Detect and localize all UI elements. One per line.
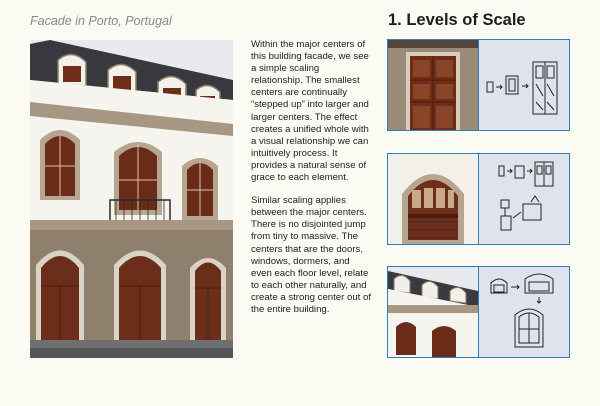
paragraph-2: Similar scaling applies between the major centers. There is no disjointed jump from tiny to massive. The centers that are the doors, windows, dormers, and even each floor level, relate to each other naturally, and create a strong center out of the entire building. xyxy=(251,195,371,315)
door-scaling-sketch xyxy=(478,40,569,130)
scale-panel-door xyxy=(387,39,570,131)
door-detail-photo xyxy=(388,40,478,130)
section-heading: 1. Levels of Scale xyxy=(388,11,526,29)
roofline-detail-photo xyxy=(388,267,478,357)
window-scaling-sketch xyxy=(478,154,569,244)
building-facade-photo xyxy=(30,40,233,358)
photo-caption: Facade in Porto, Portugal xyxy=(30,14,172,28)
body-text xyxy=(251,39,371,327)
paragraph-1: Within the major centers of this building facade, we see a simple scaling relationship. The smallest centers are continually “stepped up” into larger and larger centers. The effect creates a unified whole with a visual relationship we can intuitively process. It provides a natural sense of grace to each element. xyxy=(251,39,369,184)
scale-panel-dormer xyxy=(387,266,570,358)
scale-panel-window xyxy=(387,153,570,245)
dormer-scaling-sketch xyxy=(478,267,569,357)
window-detail-photo xyxy=(388,154,478,244)
